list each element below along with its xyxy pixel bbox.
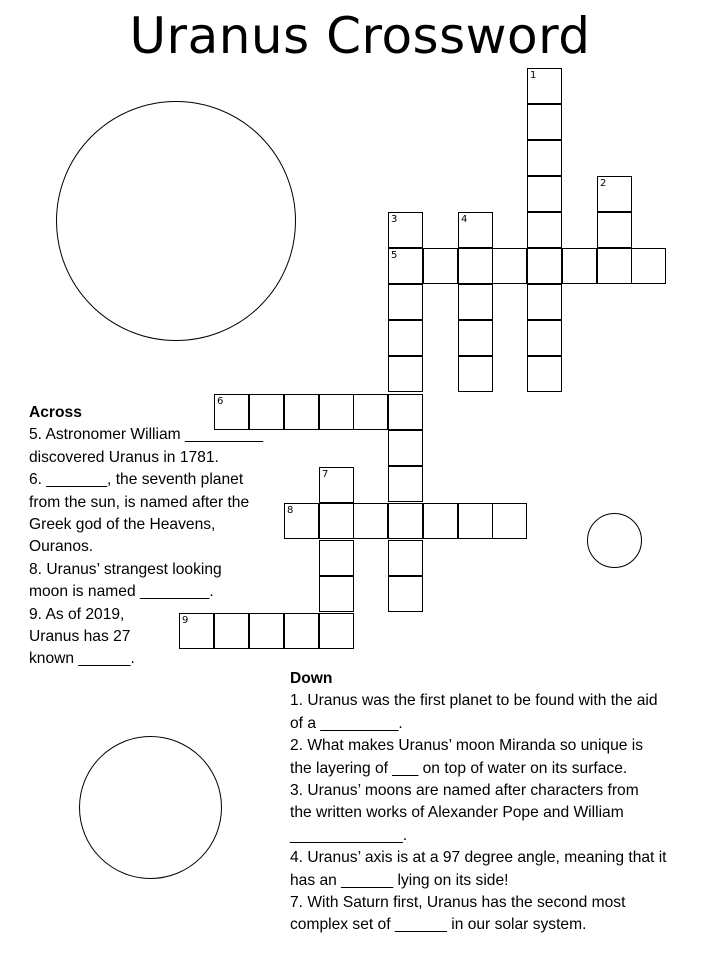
cell-6across-3[interactable] <box>284 394 319 430</box>
cell-8across-1[interactable] <box>284 503 319 539</box>
down-clue-line: 3. Uranus’ moons are named after characters from <box>290 782 639 800</box>
down-clue-line: 7. With Saturn first, Uranus has the second most <box>290 894 626 912</box>
cell-4down-1[interactable] <box>458 212 493 248</box>
across-clue-line: 8. Uranus’ strangest looking <box>29 560 222 578</box>
cell-2down-1[interactable] <box>597 176 632 212</box>
across-clue-line: discovered Uranus in 1781. <box>29 448 219 466</box>
across-clue-line: Ouranos. <box>29 538 94 556</box>
large-planet-circle <box>56 101 296 341</box>
clue-number: 6 <box>217 396 224 407</box>
cell-5across-5[interactable] <box>527 248 562 284</box>
cell-1down-6[interactable] <box>527 284 562 320</box>
small-planet-circle <box>587 513 642 568</box>
down-clue-line: 1. Uranus was the first planet to be found with the aid <box>290 692 658 710</box>
cell-8across-6[interactable] <box>458 503 493 539</box>
cell-7down-4[interactable] <box>319 576 354 612</box>
down-heading: Down <box>290 670 333 687</box>
across-clue-line: from the sun, is named after the <box>29 493 250 511</box>
cell-4down-4[interactable] <box>458 320 493 356</box>
cell-5across-7[interactable] <box>597 248 632 284</box>
clue-number: 4 <box>461 214 468 225</box>
cell-1down-5[interactable] <box>527 212 562 248</box>
cell-4down-3[interactable] <box>458 284 493 320</box>
down-clue-line: the layering of ___ on top of water on its surface. <box>290 759 628 777</box>
down-clue-line: 4. Uranus’ axis is at a 97 degree angle, meaning that it <box>290 849 667 867</box>
across-heading: Across <box>29 404 82 421</box>
across-clue-line: moon is named ________. <box>29 583 214 601</box>
across-clue-line: Greek god of the Heavens, <box>29 516 216 534</box>
down-clue-line: of a _________. <box>290 714 403 732</box>
cell-5across-4[interactable] <box>492 248 527 284</box>
across-clue-line: known ______. <box>29 650 135 668</box>
cell-3down-7[interactable] <box>388 430 423 466</box>
across-clue-line: Uranus has 27 <box>29 628 131 646</box>
cell-3down-4[interactable] <box>388 320 423 356</box>
clue-number: 9 <box>182 615 189 626</box>
cell-7down-1[interactable] <box>319 467 354 503</box>
down-clue-line: the written works of Alexander Pope and William <box>290 804 624 822</box>
down-clue-line: complex set of ______ in our solar system. <box>290 916 587 934</box>
cell-5across-8[interactable] <box>631 248 666 284</box>
cell-7down-3[interactable] <box>319 540 354 576</box>
down-clue-line: _____________. <box>290 826 408 844</box>
cell-5across-2[interactable] <box>423 248 458 284</box>
cell-8across-3[interactable] <box>353 503 388 539</box>
clue-number: 7 <box>322 469 329 480</box>
cell-8across-7[interactable] <box>492 503 527 539</box>
cell-8across-4[interactable] <box>388 503 423 539</box>
cell-2down-2[interactable] <box>597 212 632 248</box>
cell-1down-2[interactable] <box>527 104 562 140</box>
cell-8across-5[interactable] <box>423 503 458 539</box>
across-clue-line: 9. As of 2019, <box>29 605 125 623</box>
cell-6across-4[interactable] <box>319 394 354 430</box>
cell-3down-8[interactable] <box>388 466 423 502</box>
cell-4down-5[interactable] <box>458 356 493 392</box>
cell-1down-7[interactable] <box>527 320 562 356</box>
cell-1down-3[interactable] <box>527 140 562 176</box>
cell-1down-1[interactable] <box>527 68 562 104</box>
clue-number: 5 <box>391 250 398 261</box>
cell-5across-3[interactable] <box>458 248 493 284</box>
page-title: Uranus Crossword <box>129 7 591 65</box>
cell-1down-4[interactable] <box>527 176 562 212</box>
cell-3down-6[interactable] <box>388 394 423 430</box>
cell-6across-5[interactable] <box>353 394 388 430</box>
cell-5across-1[interactable] <box>388 248 423 284</box>
cell-8across-2[interactable] <box>319 503 354 539</box>
cell-9across-5[interactable] <box>319 613 354 649</box>
down-clue-line: 2. What makes Uranus’ moon Miranda so unique is <box>290 737 644 755</box>
cell-3down-3[interactable] <box>388 284 423 320</box>
medium-planet-circle <box>79 736 222 879</box>
down-clue-line: has an ______ lying on its side! <box>290 871 509 889</box>
down-clues <box>290 668 710 937</box>
cell-9across-4[interactable] <box>284 613 319 649</box>
across-clue-line: 5. Astronomer William _________ <box>29 426 264 444</box>
cell-1down-8[interactable] <box>527 356 562 392</box>
cell-3down-10[interactable] <box>388 540 423 576</box>
cell-3down-11[interactable] <box>388 576 423 612</box>
across-clue-line: 6. _______, the seventh planet <box>29 471 244 489</box>
cell-3down-1[interactable] <box>388 212 423 248</box>
clue-number: 3 <box>391 214 398 225</box>
across-clues <box>29 402 284 671</box>
cell-5across-6[interactable] <box>562 248 597 284</box>
cell-3down-5[interactable] <box>388 356 423 392</box>
clue-number: 1 <box>530 70 537 81</box>
clue-number: 8 <box>287 505 294 516</box>
clue-number: 2 <box>600 178 607 189</box>
